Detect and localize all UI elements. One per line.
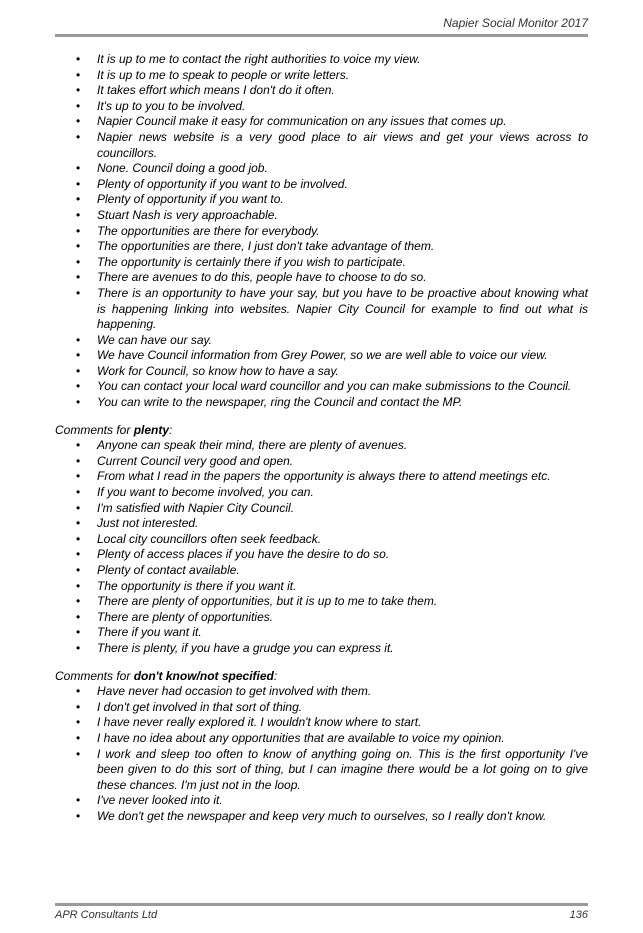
list-item: • Just not interested. <box>55 516 588 532</box>
dont-know-comment-list <box>55 684 588 824</box>
list-item: • Plenty of access places if you have the desire to do so. <box>55 547 588 563</box>
plenty-heading-keyword: plenty <box>133 422 170 437</box>
list-item: • There are plenty of opportunities. <box>55 610 588 626</box>
list-item: • We have Council information from Grey Power, so we are well able to voice our view. <box>55 348 588 364</box>
list-item: • I have never really explored it. I wouldn't know where to start. <box>55 715 588 731</box>
list-item: • You can contact your local ward councillor and you can make submissions to the Council. <box>55 379 588 395</box>
plenty-section-heading <box>55 423 588 439</box>
list-item: • There are plenty of opportunities, but it is up to me to take them. <box>55 594 588 610</box>
list-item: • I'm satisfied with Napier City Council. <box>55 501 588 517</box>
list-item: • If you want to become involved, you can. <box>55 485 588 501</box>
intro-comment-list <box>55 52 588 411</box>
list-item: • Current Council very good and open. <box>55 454 588 470</box>
list-item: • There are avenues to do this, people have to choose to do so. <box>55 270 588 286</box>
list-item: • The opportunities are there for everybody. <box>55 224 588 240</box>
dont-know-heading-keyword: don't know/not specified <box>133 668 274 683</box>
page-content <box>55 52 588 825</box>
header-rule <box>55 34 588 37</box>
list-item: • Plenty of opportunity if you want to. <box>55 192 588 208</box>
list-item: • There is plenty, if you have a grudge you can express it. <box>55 641 588 657</box>
list-item: • From what I read in the papers the opportunity is always there to attend meetings etc. <box>55 469 588 485</box>
list-item: • It is up to me to contact the right authorities to voice my view. <box>55 52 588 68</box>
footer-rule <box>55 903 588 906</box>
list-item: • None. Council doing a good job. <box>55 161 588 177</box>
dont-know-heading-suffix: : <box>273 668 278 683</box>
list-item: • Work for Council, so know how to have a say. <box>55 364 588 380</box>
list-item: • There if you want it. <box>55 625 588 641</box>
list-item: • We don't get the newspaper and keep very much to ourselves, so I really don't know. <box>55 809 588 825</box>
plenty-heading-prefix: Comments for <box>55 422 134 437</box>
plenty-heading-suffix: : <box>169 422 173 437</box>
list-item: • The opportunities are there, I just don't take advantage of them. <box>55 239 588 255</box>
list-item: • Local city councillors often seek feedback. <box>55 532 588 548</box>
list-item: • Napier Council make it easy for communication on any issues that comes up. <box>55 114 588 130</box>
list-item: • Plenty of opportunity if you want to be involved. <box>55 177 588 193</box>
list-item: • I have no idea about any opportunities that are available to voice my opinion. <box>55 731 588 747</box>
dont-know-heading-prefix: Comments for <box>55 668 134 683</box>
list-item: • Stuart Nash is very approachable. <box>55 208 588 224</box>
list-item: • I don't get involved in that sort of thing. <box>55 700 588 716</box>
list-item: • It's up to you to be involved. <box>55 99 588 115</box>
list-item: • Anyone can speak their mind, there are plenty of avenues. <box>55 438 588 454</box>
list-item: • Napier news website is a very good place to air views and get your views across to councillors. <box>55 130 588 161</box>
plenty-comment-list <box>55 438 588 656</box>
list-item: • I work and sleep too often to know of anything going on. This is the first opportunity I've been given to do this sort of thing, but I can imagine there would be a lot going on to give these chances. I'm just not in the loop. <box>55 747 588 794</box>
list-item: • Have never had occasion to get involved with them. <box>55 684 588 700</box>
page-header-title: Napier Social Monitor 2017 <box>443 16 588 30</box>
list-item: • It is up to me to speak to people or write letters. <box>55 68 588 84</box>
list-item: • There is an opportunity to have your say, but you have to be proactive about knowing what is happening linking into websites. Napier City Council for example to find out what is happening. <box>55 286 588 333</box>
list-item: • Plenty of contact available. <box>55 563 588 579</box>
list-item: • The opportunity is certainly there if you wish to participate. <box>55 255 588 271</box>
list-item: • You can write to the newspaper, ring the Council and contact the MP. <box>55 395 588 411</box>
list-item: • The opportunity is there if you want it. <box>55 579 588 595</box>
list-item: • I've never looked into it. <box>55 793 588 809</box>
list-item: • It takes effort which means I don't do it often. <box>55 83 588 99</box>
list-item: • We can have our say. <box>55 333 588 349</box>
footer-company: APR Consultants Ltd <box>55 909 158 921</box>
dont-know-section-heading <box>55 669 588 685</box>
footer-page-number: 136 <box>569 909 588 921</box>
